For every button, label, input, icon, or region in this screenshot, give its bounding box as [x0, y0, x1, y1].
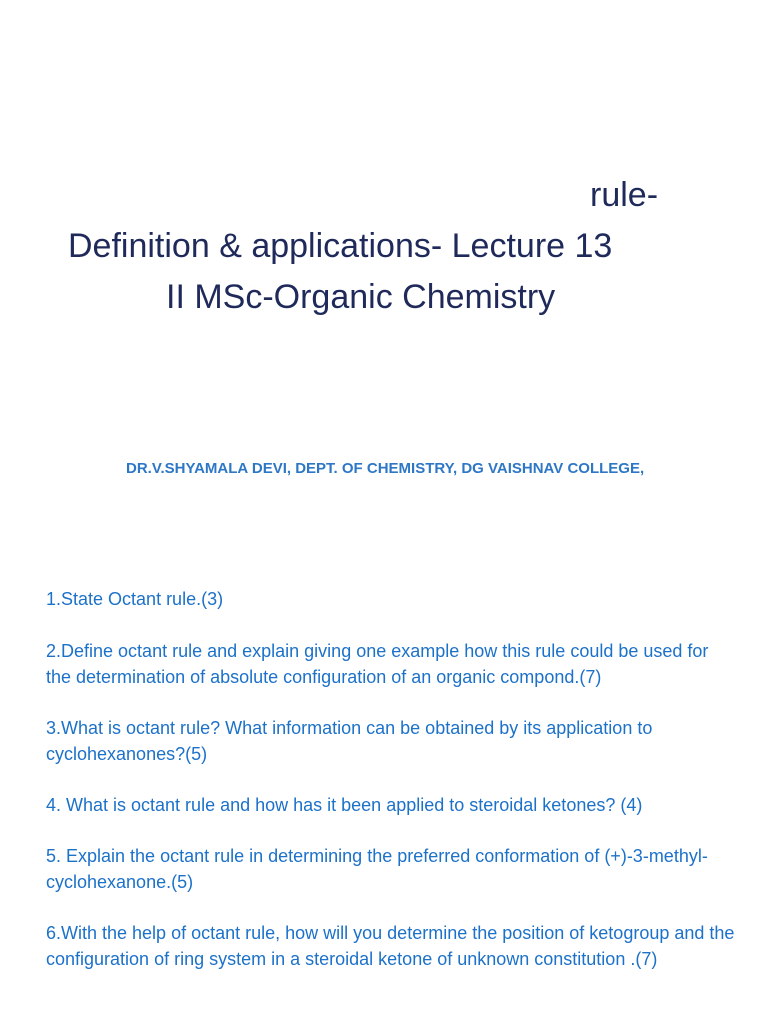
- question-item: 4. What is octant rule and how has it been applied to steroidal ketones? (4): [46, 795, 643, 815]
- question-item: 2.Define octant rule and explain giving one example how this rule could be used for the determination of absolute configuration of an organic compond.(7): [46, 641, 709, 687]
- question-list: [46, 586, 736, 997]
- title-line-3: II MSc-Organic Chemistry: [166, 278, 556, 316]
- slide-title: [0, 170, 768, 323]
- question-item: 6.With the help of octant rule, how will you determine the position of ketogroup and the configuration of ring system in a steroidal ketone of unknown constitution .(7): [46, 923, 735, 969]
- question-item: 3.What is octant rule? What information can be obtained by its application to cyclohexanones?(5): [46, 718, 653, 764]
- title-line-2: Definition & applications- Lecture 13: [68, 227, 613, 265]
- question-item: 1.State Octant rule.(3): [46, 589, 224, 609]
- title-line-1: rule-: [590, 176, 659, 214]
- question-item: 5. Explain the octant rule in determining the preferred conformation of (+)-3-methyl-cyclohexanone.(5): [46, 846, 708, 892]
- author-line: DR.V.SHYAMALA DEVI, DEPT. OF CHEMISTRY, DG VAISHNAV COLLEGE,: [126, 460, 645, 477]
